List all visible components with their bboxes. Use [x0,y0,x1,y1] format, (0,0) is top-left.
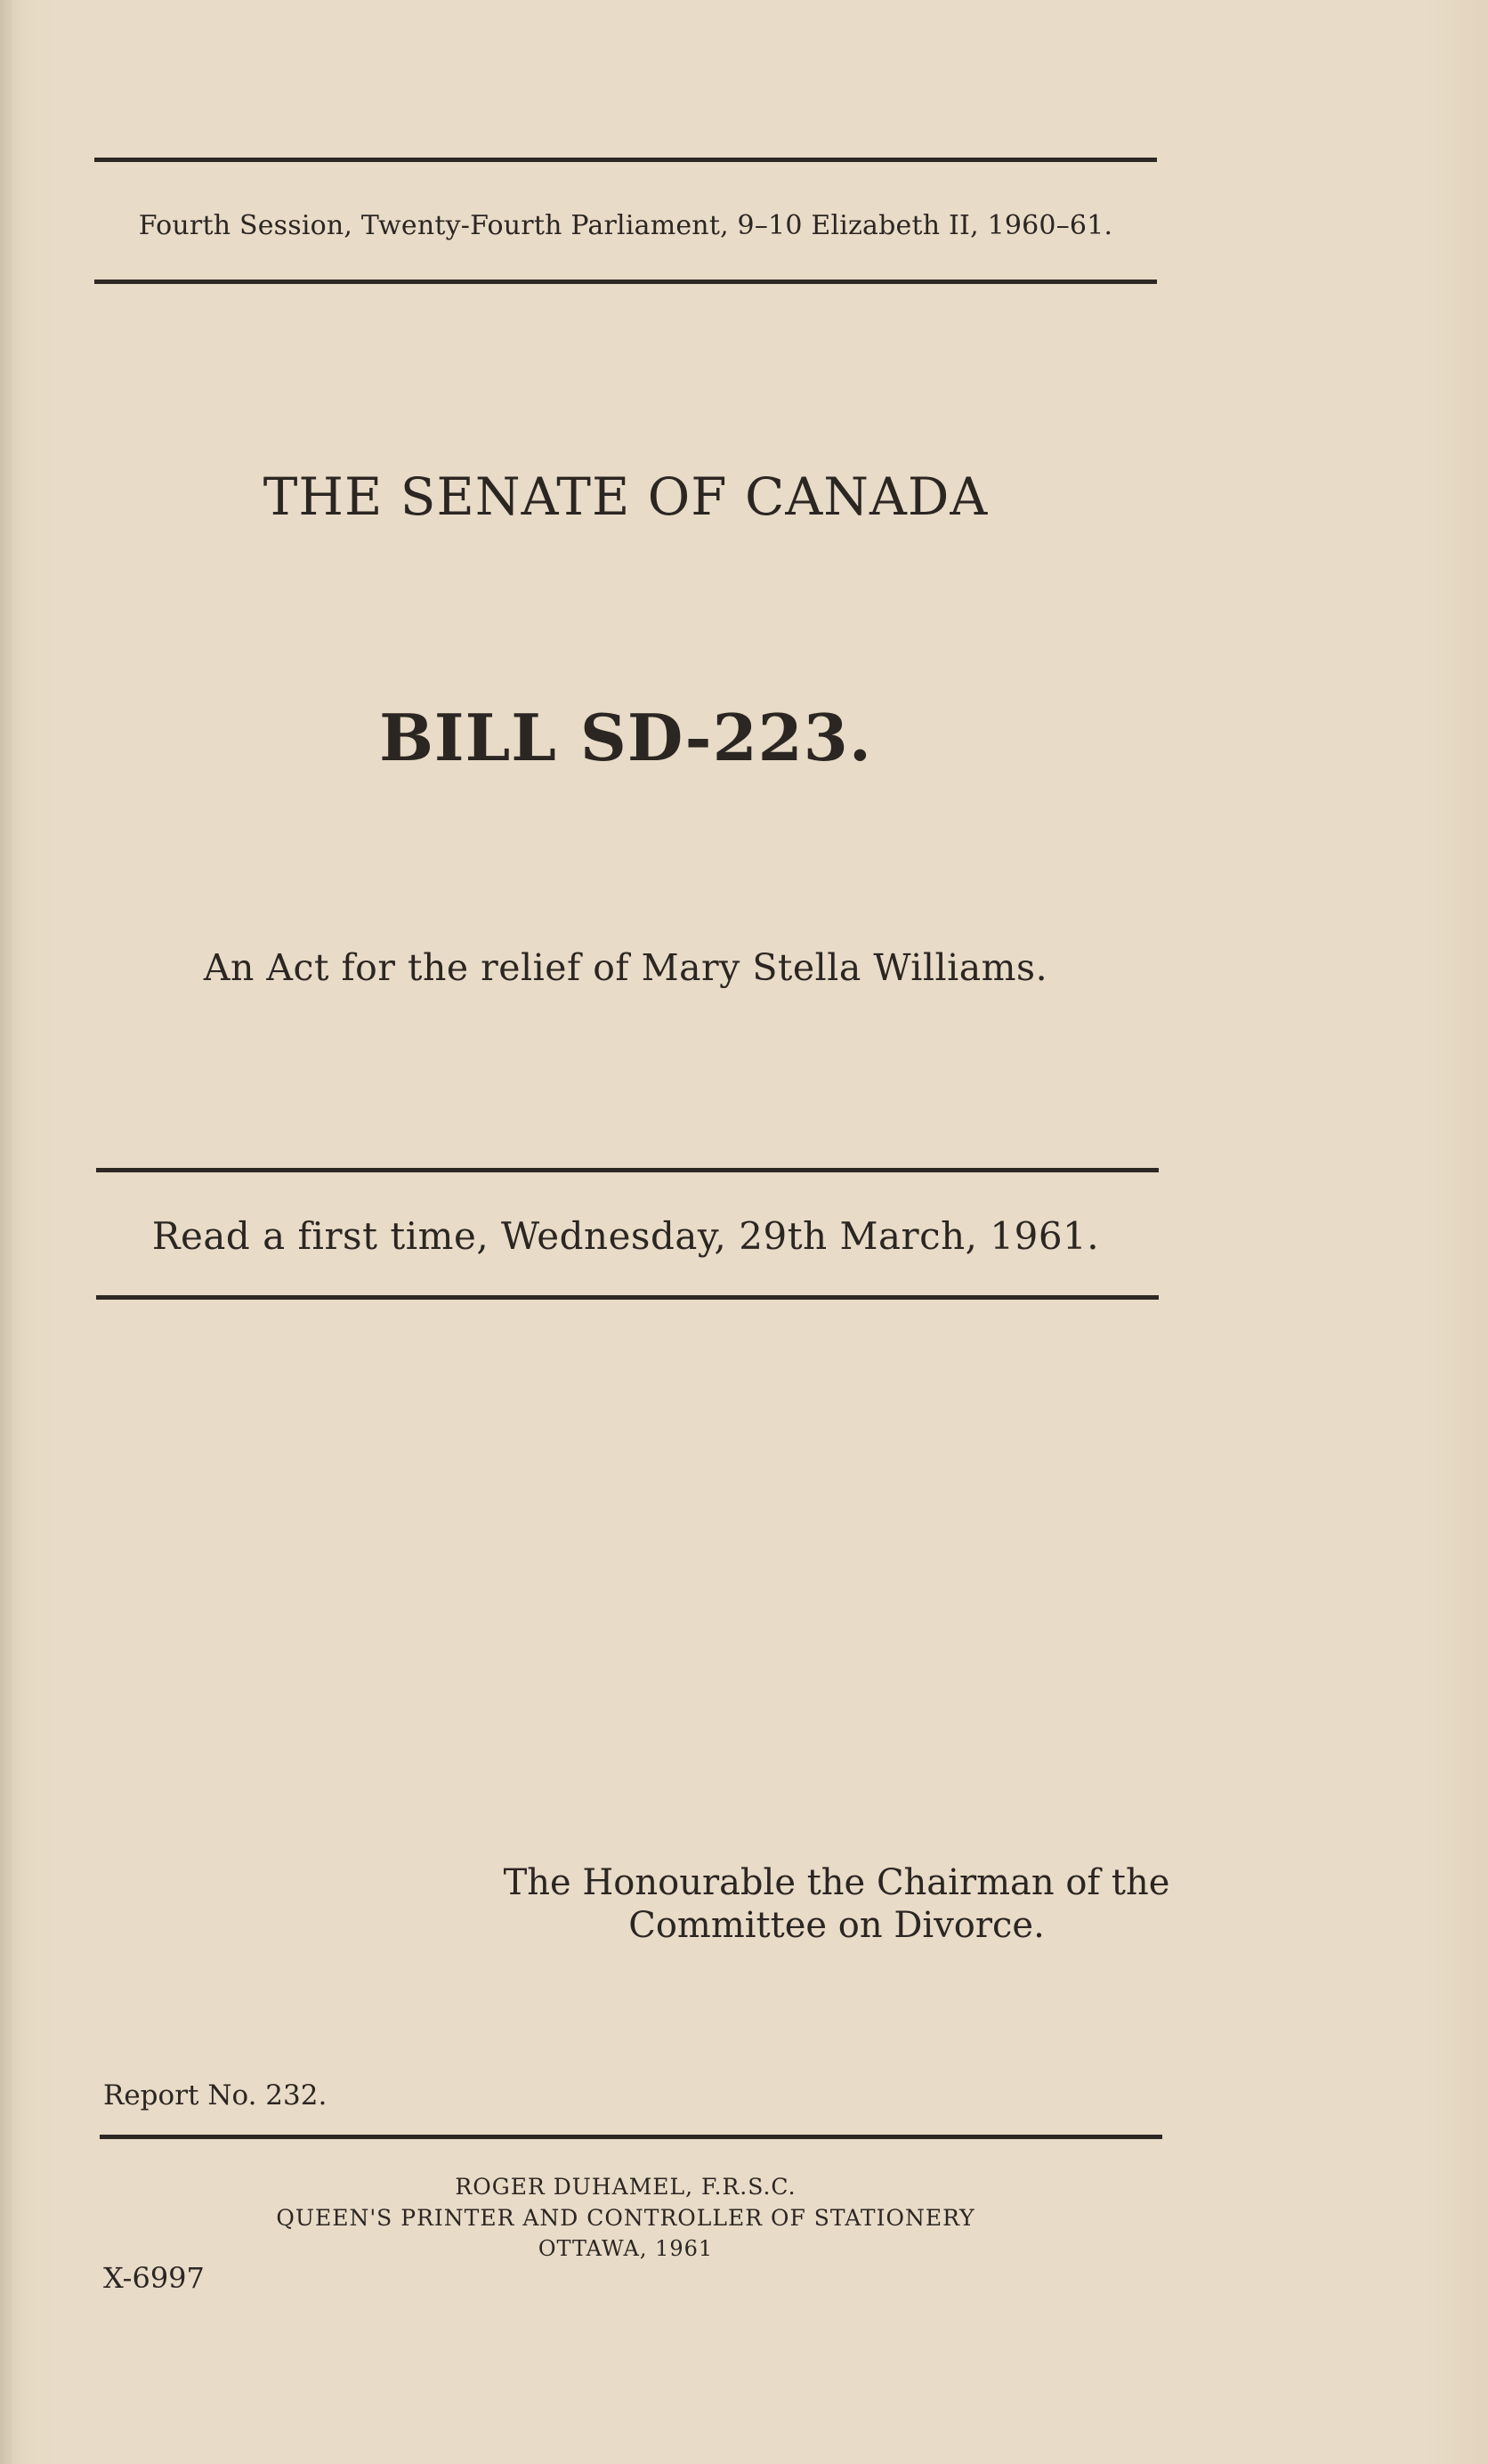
institution-heading: THE SENATE OF CANADA [263,466,989,527]
reading-top-rule [96,1168,1159,1172]
act-title: An Act for the relief of Mary Stella Williams. [203,946,1048,989]
document-code: X-6997 [103,2261,205,2295]
sponsor-line-2: Committee on Divorce. [628,1905,1045,1946]
report-number: Report No. 232. [103,2079,328,2111]
session-line: Fourth Session, Twenty-Fourth Parliament, 9–10 Elizabeth II, 1960–61. [138,210,1113,241]
printer-name: ROGER DUHAMEL, F.R.S.C. [455,2174,797,2200]
page-spine-edge [0,0,12,2464]
reading-bottom-rule [96,1295,1159,1300]
sponsor-line-1: The Honourable the Chairman of the [503,1862,1170,1903]
footer-rule [100,2135,1162,2139]
bill-number: BILL SD-223. [379,700,872,775]
header-bottom-rule [94,280,1157,284]
first-reading-line: Read a first time, Wednesday, 29th March, 1961. [151,1214,1100,1258]
header-top-rule [94,158,1157,162]
printer-title: QUEEN'S PRINTER AND CONTROLLER OF STATIONERY [276,2205,975,2231]
printer-place: OTTAWA, 1961 [538,2236,714,2261]
